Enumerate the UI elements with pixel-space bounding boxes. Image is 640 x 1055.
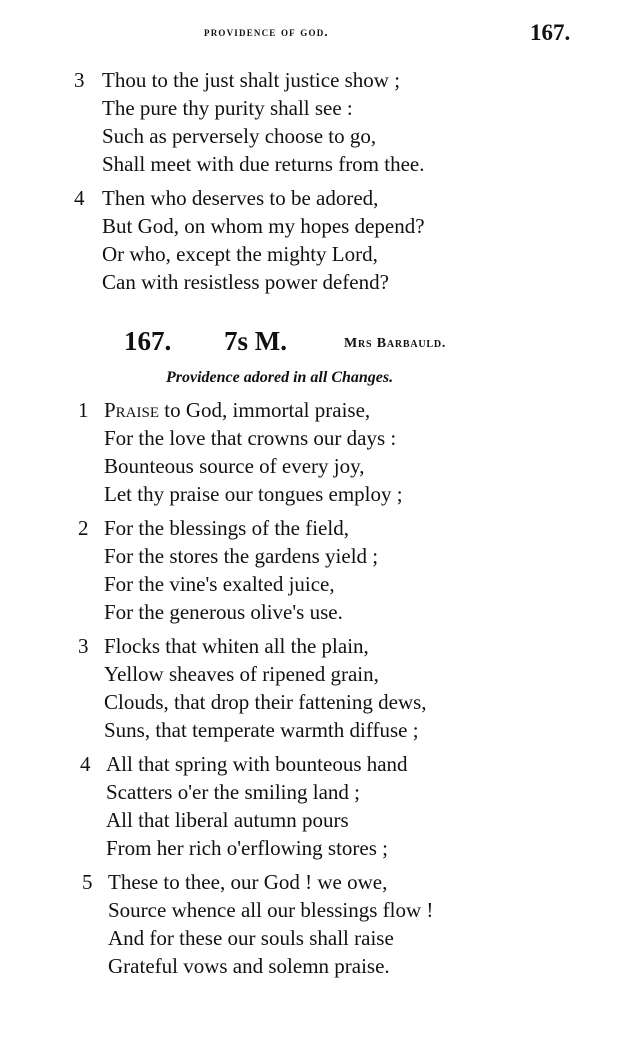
verse-line-first: [104, 396, 370, 424]
first-word: Praise: [104, 398, 160, 422]
stanza-number: 2: [78, 516, 89, 540]
hymn-number: 167.: [124, 326, 172, 356]
verse-line: And for these our souls shall raise: [108, 926, 394, 950]
verse-line: All that liberal autumn pours: [106, 808, 349, 832]
stanza-number: 3: [78, 634, 89, 658]
verse-line: Let thy praise our tongues employ ;: [104, 482, 403, 506]
hymn-author: Mrs Barbauld.: [344, 336, 447, 351]
stanza-number: 4: [74, 186, 85, 210]
verse-line: For the vine's exalted juice,: [104, 572, 335, 596]
verse-line: The pure thy purity shall see :: [102, 96, 353, 120]
stanza-number: 3: [74, 68, 85, 92]
verse-line: But God, on whom my hopes depend?: [102, 214, 425, 238]
running-head: [0, 22, 640, 46]
verse-line: Grateful vows and solemn praise.: [108, 954, 390, 978]
verse-line: For the blessings of the field,: [104, 516, 349, 540]
running-title: providence of god.: [204, 24, 329, 39]
verse-line: From her rich o'erflowing stores ;: [106, 836, 388, 860]
stanza-number: 5: [82, 870, 93, 894]
verse-line: Suns, that temperate warmth diffuse ;: [104, 718, 419, 742]
verse-line: Clouds, that drop their fattening dews,: [104, 690, 427, 714]
first-line-rest: to God, immortal praise,: [159, 398, 371, 422]
verse-line: Such as perversely choose to go,: [102, 124, 377, 148]
verse-line: Shall meet with due returns from thee.: [102, 152, 425, 176]
hymn-meter: 7s M.: [224, 326, 287, 356]
page-number: 167.: [530, 20, 571, 45]
verse-line: These to thee, our God ! we owe,: [108, 870, 388, 894]
verse-line: Yellow sheaves of ripened grain,: [104, 662, 379, 686]
verse-line: Scatters o'er the smiling land ;: [106, 780, 360, 804]
verse-line: Flocks that whiten all the plain,: [104, 634, 369, 658]
verse-line: For the love that crowns our days :: [104, 426, 397, 450]
verse-line: Bounteous source of every joy,: [104, 454, 365, 478]
verse-line: Or who, except the mighty Lord,: [102, 242, 378, 266]
verse-line: For the stores the gardens yield ;: [104, 544, 379, 568]
hymn-heading: [0, 326, 640, 360]
verse-line: All that spring with bounteous hand: [106, 752, 408, 776]
stanza-number: 1: [78, 398, 89, 422]
verse-line: Thou to the just shalt justice show ;: [102, 68, 401, 92]
verse-line: Source whence all our blessings flow !: [108, 898, 434, 922]
hymn-subtitle: Providence adored in all Changes.: [166, 369, 394, 386]
verse-line: Can with resistless power defend?: [102, 270, 389, 294]
stanza-number: 4: [80, 752, 91, 776]
verse-line: Then who deserves to be adored,: [102, 186, 379, 210]
verse-line: For the generous olive's use.: [104, 600, 343, 624]
